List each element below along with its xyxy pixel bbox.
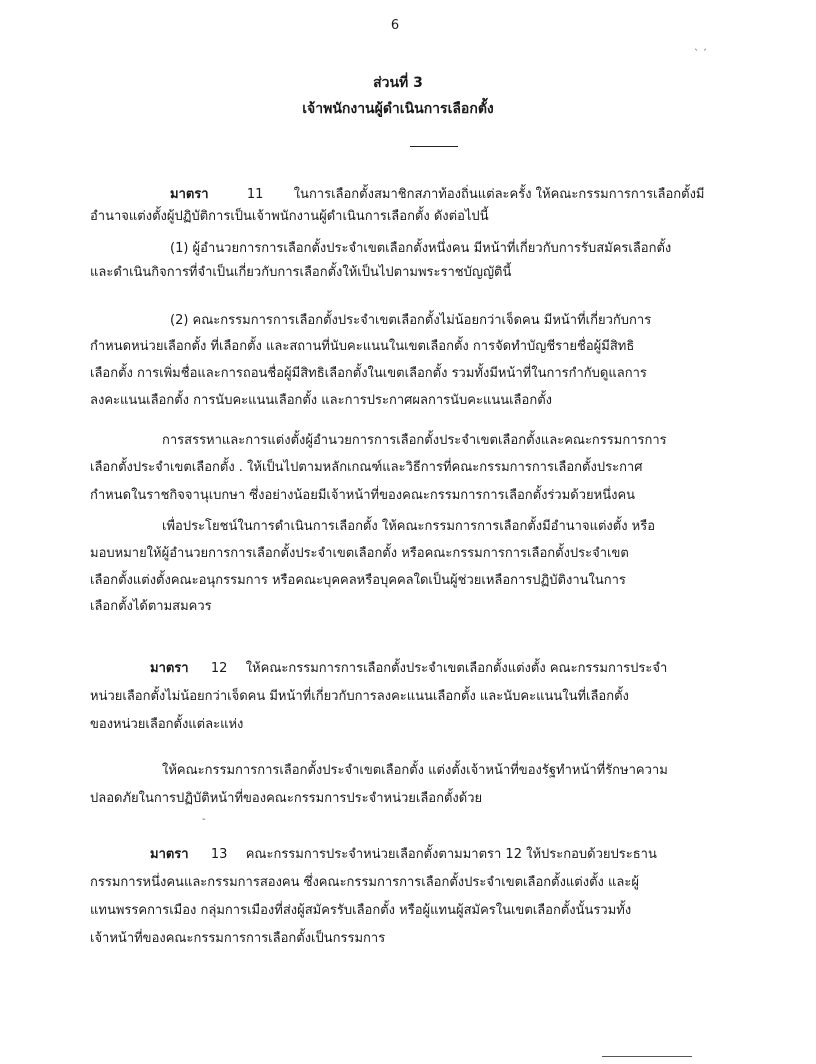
section-13-line: กรรมการหนึ่งคนและกรรมการสองคน ซึ่งคณะกรรมการการเลือกตั้งประจำเขตเลือกตั้งแต่งตั้ง และผู้ — [90, 875, 639, 890]
part-title: ส่วนที่ 3 — [373, 75, 423, 91]
scan-mark: ‐ — [202, 814, 206, 825]
section-11-item-1-cont: และดำเนินกิจการที่จำเป็นเกี่ยวกับการเลือกตั้งให้เป็นไปตามพระราชบัญญัตินี้ — [90, 265, 512, 280]
section-13-line: แทนพรรคการเมือง กลุ่มการเมืองที่ส่งผู้สมัครรับเลือกตั้ง หรือผู้แทนผู้สมัครในเขตเลือกตั้งนั้นรวมทั้ง — [90, 903, 632, 918]
section-12-para-2: ให้คณะกรรมการการเลือกตั้งประจำเขตเลือกตั้ง แต่งตั้งเจ้าหน้าที่ของรัฐทำหน้าที่รักษาความ — [162, 763, 668, 778]
section-11-para-3-cont: เลือกตั้งได้ตามสมควร — [90, 599, 212, 614]
part-subtitle: เจ้าพนักงานผู้ดำเนินการเลือกตั้ง — [302, 101, 494, 117]
section-11-item-2-cont: ลงคะแนนเลือกตั้ง การนับคะแนนเลือกตั้ง และการประกาศผลการนับคะแนนเลือกตั้ง — [90, 393, 552, 408]
section-text: ให้คณะกรรมการการเลือกตั้งประจำเขตเลือกตั้งแต่งตั้ง คณะกรรมการประจำ — [245, 661, 668, 676]
section-11-para-3: เพื่อประโยชน์ในการดำเนินการเลือกตั้ง ให้คณะกรรมการการเลือกตั้งมีอำนาจแต่งตั้ง หรือ — [162, 519, 656, 534]
section-keyword: มาตรา — [170, 187, 209, 202]
section-11-para-2-cont: เลือกตั้งประจำเขตเลือกตั้ง . ให้เป็นไปตามหลักเกณฑ์และวิธีการที่คณะกรรมการการเลือกตั้งประกาศ — [90, 460, 643, 475]
page-number: 6 — [390, 18, 400, 33]
section-11-item-2-cont: กำหนดหน่วยเลือกตั้ง ที่เลือกตั้ง และสถานที่นับคะแนนในเขตเลือกตั้ง การจัดทำบัญชีรายชื่อผู้มีสิทธิ — [90, 339, 635, 354]
section-keyword: มาตรา — [150, 661, 189, 676]
section-11-item-2-cont: เลือกตั้ง การเพิ่มชื่อและการถอนชื่อผู้มีสิทธิเลือกตั้งในเขตเลือกตั้ง รวมทั้งมีหน้าที่ในการกำกับดูแลการ — [90, 366, 647, 381]
section-12-heading — [150, 660, 816, 678]
section-12-line: ของหน่วยเลือกตั้งแต่ละแห่ง — [90, 717, 244, 732]
section-13-heading — [150, 846, 816, 864]
section-text: ในการเลือกตั้งสมาชิกสภาท้องถิ่นแต่ละครั้ง ให้คณะกรรมการการเลือกตั้งมี — [293, 187, 705, 202]
title-divider — [410, 146, 458, 147]
section-11-item-1: (1) ผู้อำนวยการการเลือกตั้งประจำเขตเลือกตั้งหนึ่งคน มีหน้าที่เกี่ยวกับการรับสมัครเลือกตั้ง — [170, 241, 672, 256]
section-11-item-2: (2) คณะกรรมการการเลือกตั้งประจำเขตเลือกตั้งไม่น้อยกว่าเจ็ดคน มีหน้าที่เกี่ยวกับการ — [170, 313, 652, 328]
scan-edge-line — [602, 1056, 692, 1057]
section-number: 12 — [210, 661, 228, 676]
scan-mark: ˎ ˏ — [694, 40, 708, 51]
section-13-line: เจ้าหน้าที่ของคณะกรรมการการเลือกตั้งเป็นกรรมการ — [90, 931, 386, 946]
section-11-para-3-cont: เลือกตั้งแต่งตั้งคณะอนุกรรมการ หรือคณะบุคคลหรือบุคคลใดเป็นผู้ช่วยเหลือการปฏิบัติงานในการ — [90, 573, 626, 588]
section-11-para-3-cont: มอบหมายให้ผู้อำนวยการการเลือกตั้งประจำเขตเลือกตั้ง หรือคณะกรรมการการเลือกตั้งประจำเขต — [90, 546, 629, 561]
section-11-line: อำนาจแต่งตั้งผู้ปฏิบัติการเป็นเจ้าพนักงานผู้ดำเนินการเลือกตั้ง ดังต่อไปนี้ — [90, 209, 489, 224]
section-11-para-2-cont: กำหนดในราชกิจจานุเบกษา ซึ่งอย่างน้อยมีเจ้าหน้าที่ของคณะกรรมการการเลือกตั้งร่วมด้วยหนึ่งคน — [90, 488, 636, 503]
section-11-para-2: การสรรหาและการแต่งตั้งผู้อำนวยการการเลือกตั้งประจำเขตเลือกตั้งและคณะกรรมการการ — [162, 433, 667, 448]
section-keyword: มาตรา — [150, 847, 189, 862]
section-12-line: หน่วยเลือกตั้งไม่น้อยกว่าเจ็ดคน มีหน้าที่เกี่ยวกับการลงคะแนนเลือกตั้ง และนับคะแนนในที่เลือกตั้ง — [90, 689, 629, 704]
section-11-heading — [170, 186, 816, 204]
section-number: 11 — [246, 187, 264, 202]
section-12-para-2-cont: ปลอดภัยในการปฏิบัติหน้าที่ของคณะกรรมการประจำหน่วยเลือกตั้งด้วย — [90, 791, 483, 806]
section-text: คณะกรรมการประจำหน่วยเลือกตั้งตามมาตรา 12 ให้ประกอบด้วยประธาน — [245, 847, 657, 862]
section-number: 13 — [210, 847, 228, 862]
